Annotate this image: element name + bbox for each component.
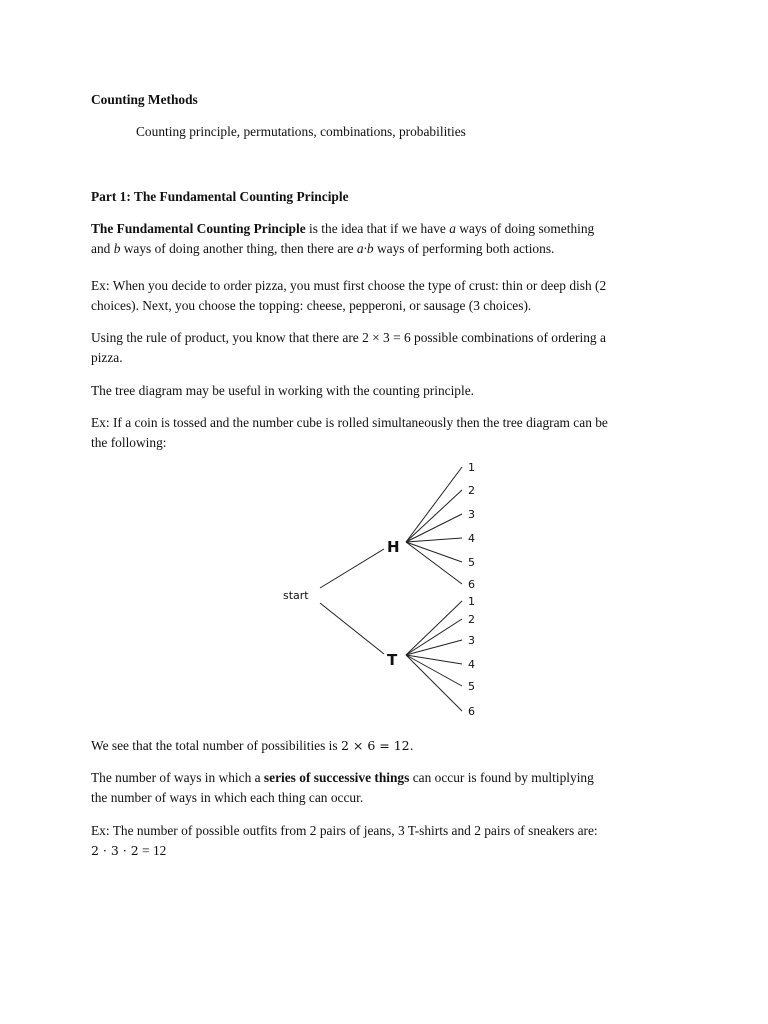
definition-text: ways of doing another thing, then there are <box>120 241 357 256</box>
tree-leaf-branch <box>406 655 462 711</box>
coin-example-line: the following: <box>91 435 167 450</box>
series-text: The number of ways in which a <box>91 770 264 785</box>
variable-a: a <box>449 221 456 236</box>
tree-leaf-label: 5 <box>468 556 475 569</box>
tree-leaf-label: 1 <box>468 595 475 608</box>
tree-leaf-label: 6 <box>468 578 475 591</box>
tree-leaf-label: 3 <box>468 508 475 521</box>
tree-leaf-label: 5 <box>468 680 475 693</box>
outfits-result: = 12 <box>138 843 167 858</box>
tree-root-branch <box>320 549 384 588</box>
page-subtitle: Counting principle, permutations, combinations, probabilities <box>136 124 466 139</box>
tree-intro: The tree diagram may be useful in working with the counting principle. <box>91 383 475 398</box>
definition-text: is the idea that if we have <box>305 221 450 236</box>
tree-root-label: start <box>283 589 309 602</box>
outfits-math: 2 · 3 · 2 <box>91 843 139 858</box>
definition-text: ways of performing both actions. <box>373 241 555 256</box>
pizza-example <box>91 276 691 316</box>
tree-leaf-label: 1 <box>468 461 475 474</box>
tree-leaf-label: 2 <box>468 484 475 497</box>
tree-diagram <box>270 458 500 728</box>
tree-leaf-branch <box>406 542 462 584</box>
tree-leaf-branch <box>406 538 462 542</box>
tree-leaf-branch <box>406 490 462 542</box>
coin-example-line: Ex: If a coin is tossed and the number cube is rolled simultaneously then the tree diagram can be <box>91 415 608 430</box>
variable-b: b <box>113 241 121 256</box>
rule-line: Using the rule of product, you know that there are 2 × 3 = 6 possible combinations of ordering a <box>91 330 606 345</box>
tree-leaf-branch <box>406 619 462 655</box>
total-paragraph <box>91 736 691 756</box>
pizza-example-line: choices). Next, you choose the topping: cheese, pepperoni, or sausage (3 choices). <box>91 298 532 313</box>
page-title: Counting Methods <box>91 92 198 107</box>
pizza-example-line: Ex: When you decide to order pizza, you must first choose the type of crust: thin or deep dish (2 <box>91 278 607 293</box>
rule-line: pizza. <box>91 350 123 365</box>
rule-of-product-paragraph <box>91 328 691 368</box>
tree-leaf-branch <box>406 514 462 542</box>
tree-leaf-label: 3 <box>468 634 475 647</box>
definition-text: and <box>91 241 114 256</box>
outfits-line: Ex: The number of possible outfits from 2 pairs of jeans, 3 T-shirts and 2 pairs of sneakers are: <box>91 823 598 838</box>
definition-term: The Fundamental Counting Principle <box>91 221 306 236</box>
definition-text: ways of doing something <box>455 221 595 236</box>
series-bold: series of successive things <box>263 770 410 785</box>
total-math: 2 × 6 = 12. <box>340 738 414 753</box>
total-text: We see that the total number of possibilities is <box>91 738 341 753</box>
tree-leaf-branch <box>406 542 462 562</box>
definition-paragraph <box>91 219 691 259</box>
part1-heading: Part 1: The Fundamental Counting Principle <box>91 189 349 204</box>
tree-node-label: T <box>387 651 398 669</box>
tree-root-branch <box>320 603 384 654</box>
series-text: the number of ways in which each thing can occur. <box>91 790 364 805</box>
tree-node-label: H <box>387 538 400 556</box>
coin-example <box>91 413 691 453</box>
tree-leaf-label: 4 <box>468 658 475 671</box>
variable-ab: a·b <box>356 241 374 256</box>
tree-leaf-label: 4 <box>468 532 475 545</box>
tree-leaf-label: 6 <box>468 705 475 718</box>
series-text: can occur is found by multiplying <box>409 770 594 785</box>
tree-leaf-branch <box>406 601 462 655</box>
tree-leaf-branch <box>406 467 462 542</box>
series-paragraph <box>91 768 691 808</box>
outfits-example <box>91 821 691 861</box>
tree-leaf-label: 2 <box>468 613 475 626</box>
